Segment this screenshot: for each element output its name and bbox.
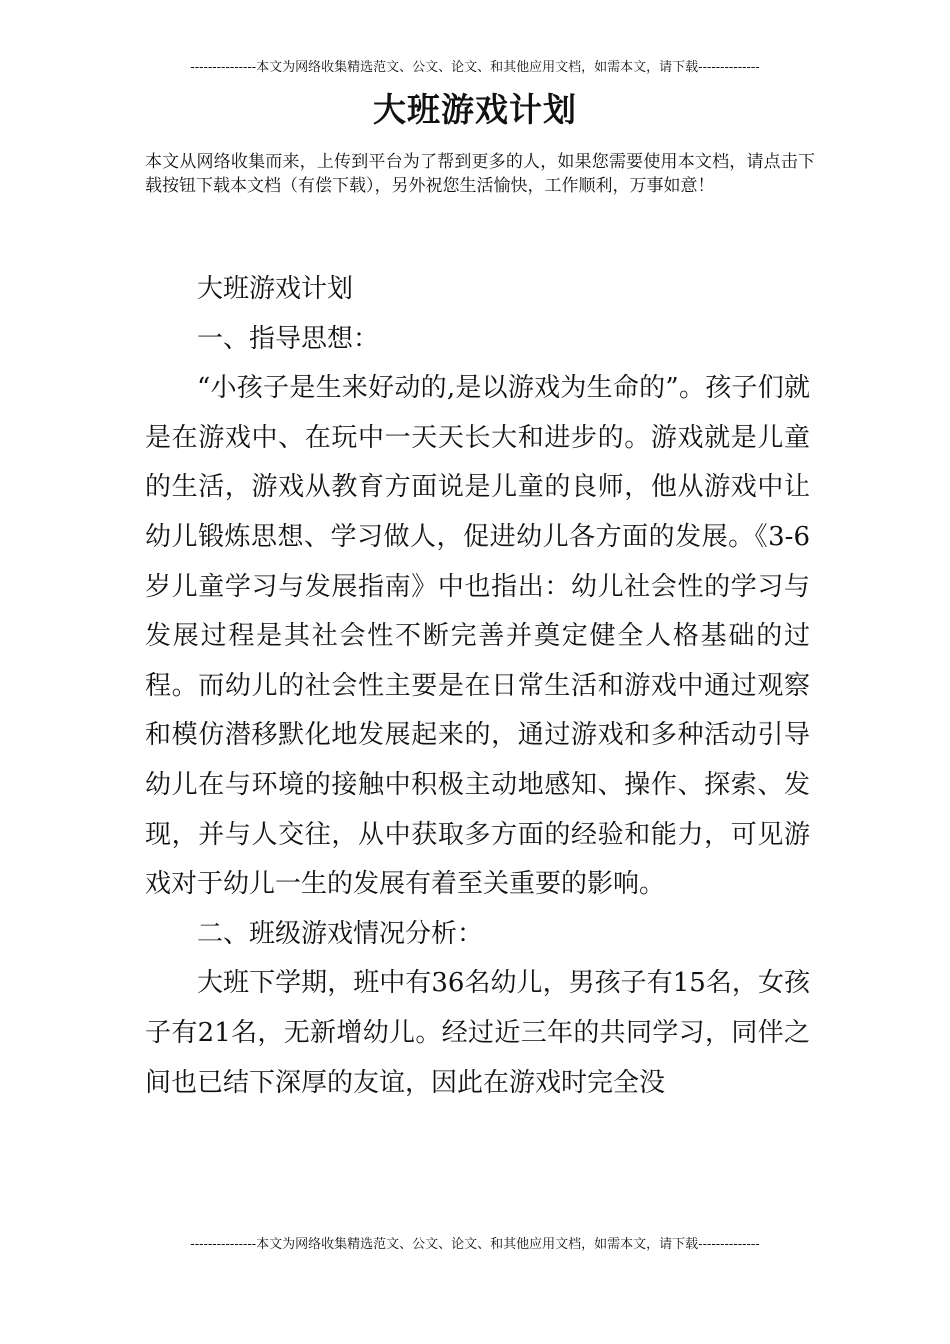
section-heading-guiding-ideas: 一、指导思想：: [197, 323, 380, 354]
document-body: [145, 265, 810, 1108]
body-paragraph: “小孩子是生来好动的,是以游戏为生命的”。孩子们就是在游戏中、在玩中一天天长大和进步的。游戏就是儿童的生活，游戏从教育方面说是儿童的良师，他从游戏中让幼儿锻炼思想、学习做人，促进幼儿各方面的发展。《3-6岁儿童学习与发展指南》中也指出：幼儿社会性的学习与发展过程是其社会性不断完善并奠定健全人格基础的过程。而幼儿的社会性主要是在日常生活和游戏中通过观察和模仿潜移默化地发展起来的，通过游戏和多种活动引导幼儿在与环境的接触中积极主动地感知、操作、探索、发现，并与人交往，从中获取多方面的经验和能力，可见游戏对于幼儿一生的发展有着至关重要的影响。: [145, 373, 810, 900]
page-footer: ---------------本文为网络收集精选范文、公文、论文、和其他应用文档，如需本文，请下载--------------: [190, 1237, 760, 1252]
body-paragraph: 大班下学期，班中有36名幼儿，男孩子有15名，女孩子有21名，无新增幼儿。经过近三年的共同学习，同伴之间也已结下深厚的友谊，因此在游戏时完全没: [145, 968, 810, 1098]
document-title: 大班游戏计划: [373, 90, 577, 129]
section-heading-class-analysis: 二、班级游戏情况分析：: [197, 918, 484, 949]
page-header: ---------------本文为网络收集精选范文、公文、论文、和其他应用文档，如需本文，请下载--------------: [190, 60, 760, 75]
intro-paragraph: 本文从网络收集而来，上传到平台为了帮到更多的人，如果您需要使用本文档，请点击下载按钮下载本文档（有偿下载），另外祝您生活愉快，工作顺利，万事如意！: [145, 152, 815, 196]
body-heading: 大班游戏计划: [197, 274, 354, 304]
